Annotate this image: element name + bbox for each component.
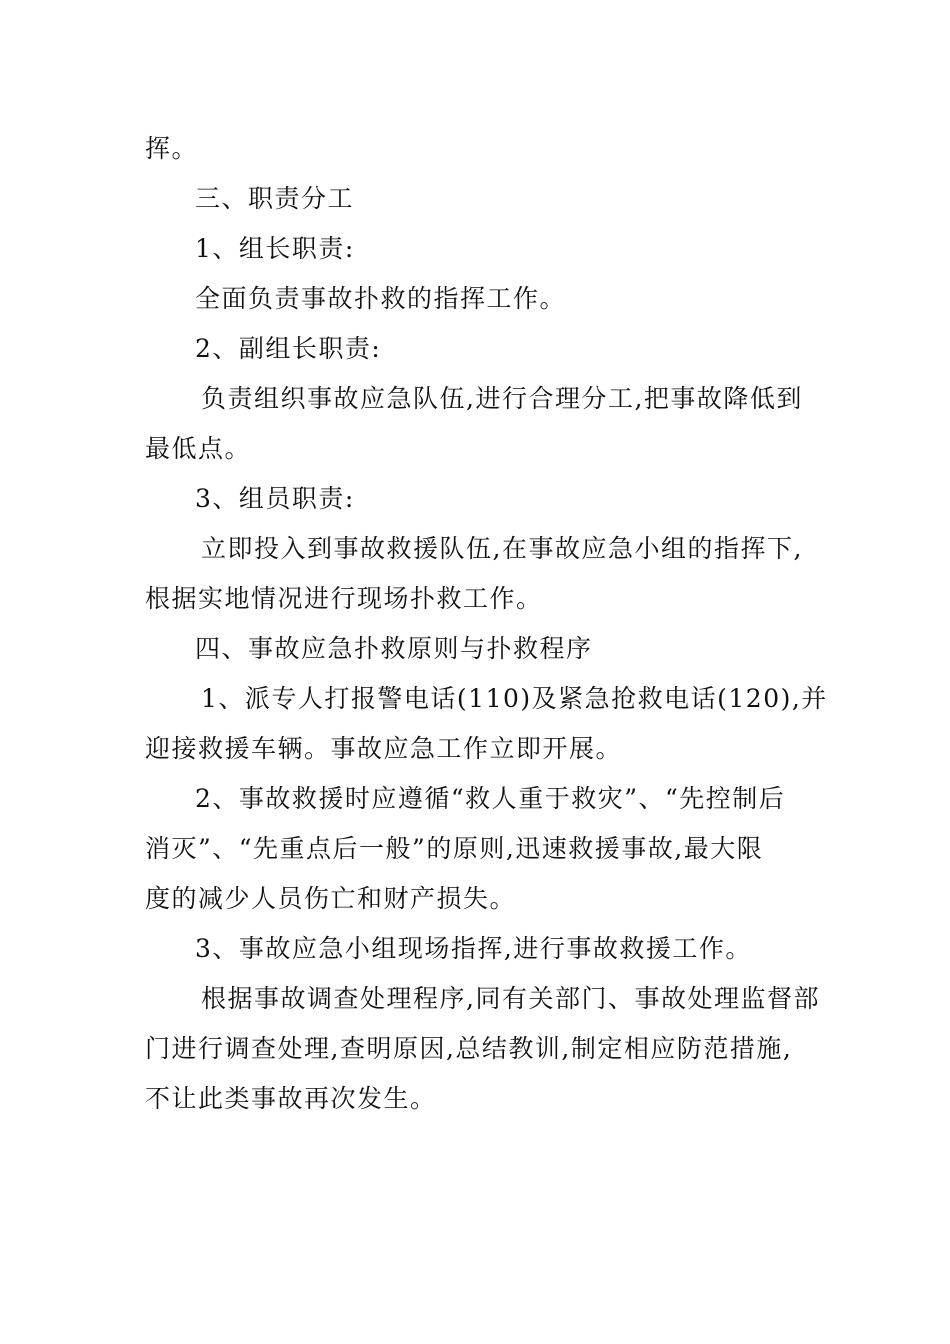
text-line: 四、事故应急扑救原则与扑救程序 [195, 634, 593, 663]
text-line: 2、事故救援时应遵循“救人重于救灾”、“先控制后 [195, 784, 786, 813]
text-line: 最低点。 [145, 434, 252, 463]
paragraph-investigation [145, 974, 820, 1124]
section-heading-3 [145, 174, 810, 224]
subheading-member-duties [145, 474, 810, 524]
text-line: 度的减少人员伤亡和财产损失。 [145, 884, 517, 913]
text-line: 2、副组长职责: [195, 334, 382, 363]
text-line: 消灭”、“先重点后一般”的原则,迅速救援事故,最大限 [145, 834, 764, 863]
paragraph-procedure-1 [145, 674, 828, 774]
subheading-leader-duties [145, 224, 810, 274]
text-line: 1、组长职责: [195, 234, 355, 263]
text-line: 1、派专人打报警电话(110)及紧急抢救电话(120),并 [201, 684, 828, 713]
paragraph-deputy-duties [145, 374, 810, 474]
document-body [145, 124, 828, 1124]
text-line: 根据实地情况进行现场扑救工作。 [145, 584, 543, 613]
paragraph-procedure-3 [145, 924, 810, 974]
text-line: 三、职责分工 [195, 184, 355, 213]
paragraph-leader-duties [145, 274, 810, 324]
text-line: 迎接救援车辆。事故应急工作立即开展。 [145, 734, 623, 763]
section-heading-4 [145, 624, 810, 674]
text-line: 3、事故应急小组现场指挥,进行事故救援工作。 [195, 934, 752, 963]
paragraph-procedure-2 [145, 774, 810, 924]
text-line: 挥。 [145, 134, 199, 163]
text-line: 全面负责事故扑救的指挥工作。 [195, 284, 567, 313]
text-line: 3、组员职责: [195, 484, 355, 513]
text-line: 不让此类事故再次发生。 [145, 1084, 437, 1113]
paragraph-continuation [145, 124, 810, 174]
text-line: 根据事故调查处理程序,同有关部门、事故处理监督部 [201, 984, 820, 1013]
text-line: 负责组织事故应急队伍,进行合理分工,把事故降低到 [201, 384, 803, 413]
text-line: 门进行调查处理,查明原因,总结教训,制定相应防范措施, [145, 1034, 793, 1063]
paragraph-member-duties [145, 524, 810, 624]
subheading-deputy-duties [145, 324, 810, 374]
text-line: 立即投入到事故救援队伍,在事故应急小组的指挥下, [201, 534, 803, 563]
